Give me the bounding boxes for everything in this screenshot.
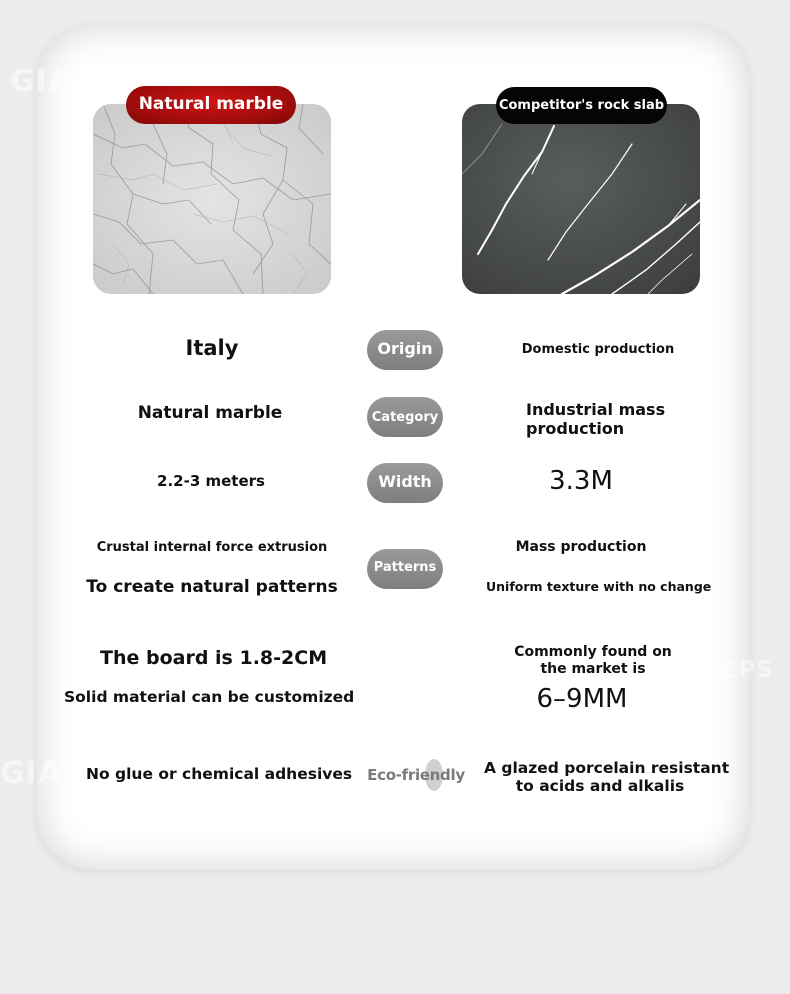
category-right-line2: production: [526, 419, 625, 438]
patterns-right-line1: Mass production: [515, 539, 647, 555]
category-left-value: Natural marble: [137, 403, 283, 423]
competitor-slab-label: Competitor's rock slab: [496, 87, 667, 124]
origin-right-value: Domestic production: [521, 342, 675, 357]
patterns-left-line2: To create natural patterns: [86, 577, 338, 597]
thickness-right-value: 6–9MM: [536, 684, 628, 714]
eco-right-line1: A glazed porcelain resistant: [484, 759, 730, 777]
category-right-line1: Industrial mass: [526, 400, 666, 419]
patterns-right-line2: Uniform texture with no change: [486, 579, 712, 594]
eco-right-line2: to acids and alkalis: [515, 777, 685, 795]
category-badge: Category: [367, 397, 443, 437]
patterns-left-line1: Crustal internal force extrusion: [96, 540, 328, 555]
origin-badge: Origin: [367, 330, 443, 370]
width-left-value: 2.2-3 meters: [157, 472, 265, 490]
eco-friendly-badge: Eco-friendly: [367, 766, 465, 784]
origin-left-value: Italy: [185, 336, 239, 360]
watermark-mid-right: CPS: [722, 658, 774, 683]
thickness-left-line1: The board is 1.8-2CM: [100, 647, 328, 669]
eco-left-value: No glue or chemical adhesives: [86, 765, 353, 783]
patterns-badge: Patterns: [367, 549, 443, 589]
thickness-right-line2: the market is: [540, 661, 646, 677]
width-badge: Width: [367, 463, 443, 503]
watermark-mid-left: GIA: [0, 756, 63, 791]
thickness-left-line2: Solid material can be customized: [64, 688, 355, 706]
width-right-value: 3.3M: [549, 466, 613, 496]
watermark-top-left: GIA: [10, 64, 73, 99]
thickness-right-line1: Commonly found on: [514, 644, 672, 660]
competitor-slab-image: [462, 104, 700, 294]
natural-marble-image: [93, 104, 331, 294]
natural-marble-label: Natural marble: [126, 86, 296, 124]
